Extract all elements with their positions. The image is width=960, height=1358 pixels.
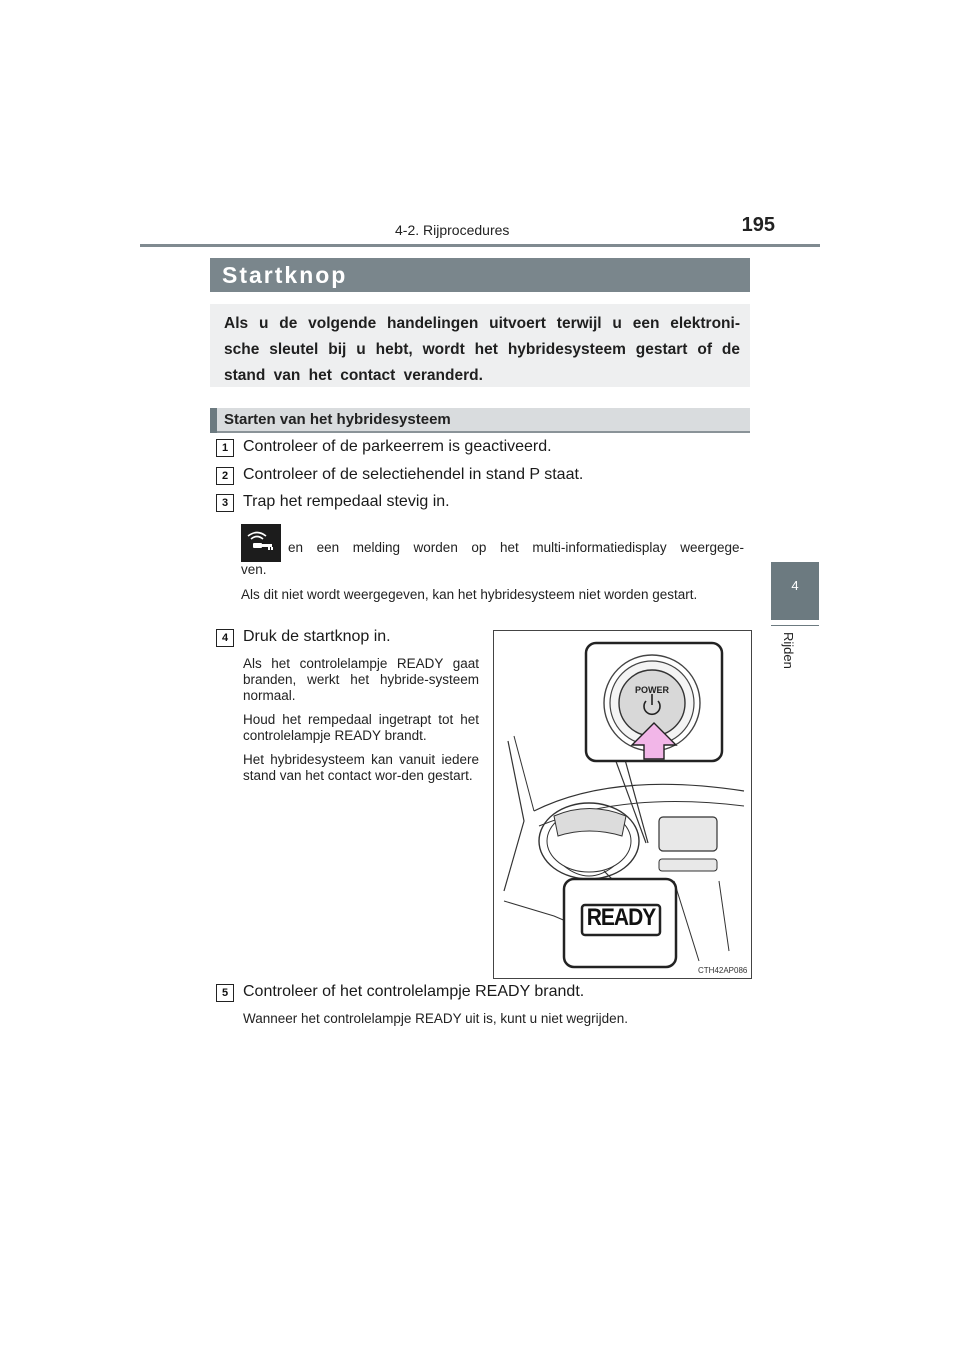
intro-text: Als u de volgende handelingen uitvoert terwijl u een elektroni-sche sleutel bij u hebt, wordt het hybridesysteem gestart of de stand van het contact veranderd. bbox=[224, 315, 740, 384]
ready-indicator-label: READY bbox=[586, 904, 656, 931]
illustration-code: CTH42AP086 bbox=[698, 966, 748, 975]
page-number: 195 bbox=[741, 214, 775, 236]
page-title: Startknop bbox=[222, 262, 348, 288]
step3-note-2: Als dit niet wordt weergegeven, kan het hybridesysteem niet worden gestart. bbox=[241, 587, 698, 602]
step-text-2: Controleer of de selectiehendel in stand P staat. bbox=[243, 466, 584, 483]
step-text-3: Trap het rempedaal stevig in. bbox=[243, 493, 450, 510]
step5-note: Wanneer het controlelampje READY uit is, kunt u niet wegrijden. bbox=[243, 1011, 628, 1026]
step-number-5: 5 bbox=[216, 984, 234, 1002]
step3-note-line1-cont: ven. bbox=[241, 562, 267, 577]
step-number-3: 3 bbox=[216, 494, 234, 512]
step4-note-1: Als het controlelampje READY gaat branden, werkt het hybride-systeem normaal. bbox=[243, 656, 479, 703]
subheader-accent bbox=[210, 408, 217, 433]
chapter-number: 4 bbox=[791, 578, 799, 593]
step-number-2: 2 bbox=[216, 467, 234, 485]
subheader-title: Starten van het hybridesysteem bbox=[224, 411, 451, 428]
step4-note-3: Het hybridesysteem kan vanuit iedere stand van het contact wor-den gestart. bbox=[243, 752, 479, 783]
step-text-5: Controleer of het controlelampje READY brandt. bbox=[243, 983, 585, 1000]
header-rule bbox=[140, 244, 820, 247]
smart-key-indicator-icon bbox=[241, 524, 281, 562]
power-button-label: POWER bbox=[634, 685, 669, 695]
chapter-label-text: Rijden bbox=[781, 632, 796, 669]
step-text-4: Druk de startknop in. bbox=[243, 628, 391, 645]
step-number-1: 1 bbox=[216, 439, 234, 457]
power-button-illustration bbox=[493, 630, 752, 979]
step-number-4: 4 bbox=[216, 629, 234, 647]
step3-note-line1: en een melding worden op het multi-informatiedisplay weergege- bbox=[288, 540, 744, 555]
step4-note-2: Houd het rempedaal ingetrapt tot het controlelampje READY brandt. bbox=[243, 712, 479, 743]
chapter-label bbox=[776, 632, 816, 692]
header-section: 4-2. Rijprocedures bbox=[395, 222, 510, 238]
step-text-1: Controleer of de parkeerrem is geactiveerd. bbox=[243, 438, 552, 455]
chapter-tab-rule bbox=[771, 625, 819, 626]
smart-key-glyph bbox=[241, 524, 281, 562]
